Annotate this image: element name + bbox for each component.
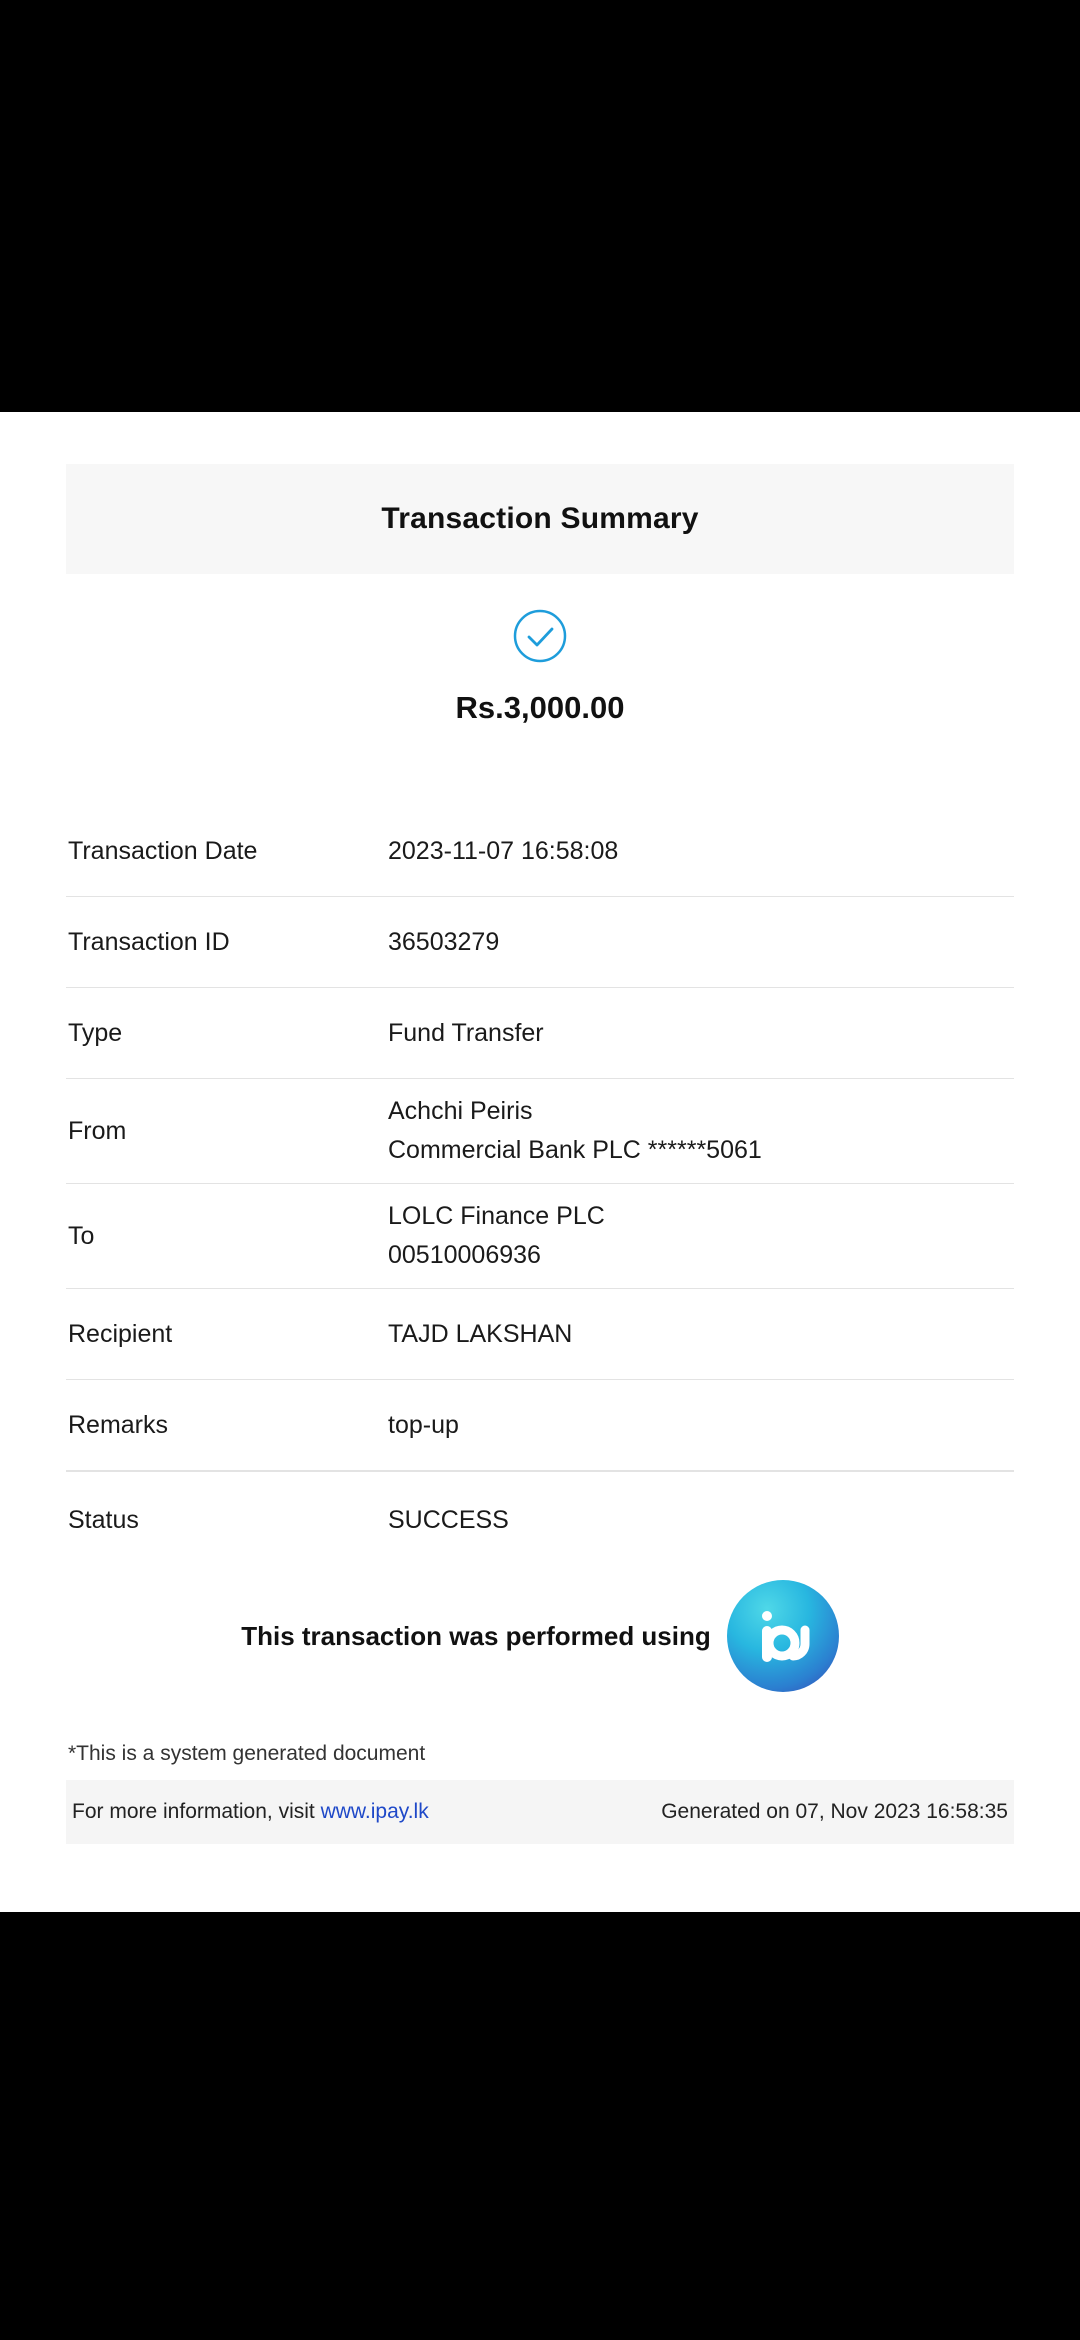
page-title: Transaction Summary (381, 502, 699, 535)
table-row (66, 1289, 1014, 1380)
footer-info (72, 1800, 429, 1824)
row-value-line: TAJD LAKSHAN (388, 1319, 573, 1348)
row-label: Remarks (68, 1410, 169, 1439)
performed-using-text: This transaction was performed using (241, 1620, 711, 1651)
row-value-line: 2023-11-07 16:58:08 (388, 836, 619, 865)
row-value (388, 1014, 1014, 1053)
table-row (66, 1380, 1014, 1471)
row-value (388, 1406, 1014, 1445)
document-header (66, 464, 1014, 574)
transaction-summary-document (0, 412, 1080, 1912)
row-value-line: top-up (388, 1410, 459, 1439)
footer-info-prefix: For more information, visit (72, 1800, 321, 1823)
row-value-line: 00510006936 (388, 1241, 541, 1269)
transaction-amount: Rs.3,000.00 (455, 690, 625, 725)
row-label: Recipient (68, 1319, 173, 1348)
ipay-logo (727, 1580, 839, 1692)
row-value-line: Commercial Bank PLC ******5061 (388, 1136, 762, 1164)
document-footer (66, 1780, 1014, 1844)
footer-generated-on: Generated on 07, Nov 2023 16:58:35 (661, 1800, 1008, 1823)
status-icon-wrap (66, 608, 1014, 664)
row-label: Status (68, 1505, 139, 1534)
row-value-line: Achchi Peiris (388, 1097, 533, 1126)
row-value-line: 36503279 (388, 927, 500, 956)
row-value (388, 1315, 1014, 1354)
table-row (66, 988, 1014, 1079)
row-label: To (68, 1221, 95, 1250)
row-label: Type (68, 1018, 123, 1047)
row-value-line: Fund Transfer (388, 1018, 544, 1047)
transaction-details-table (66, 806, 1014, 1568)
status-badge: SUCCESS (388, 1505, 509, 1534)
table-row (66, 1184, 1014, 1289)
performed-using-line (66, 1580, 1014, 1692)
ipay-website-link[interactable]: www.ipay.lk (320, 1800, 429, 1823)
table-row (66, 1079, 1014, 1184)
row-value (388, 1197, 1014, 1275)
table-row (66, 806, 1014, 897)
table-row (66, 897, 1014, 988)
system-generated-note: *This is a system generated document (68, 1742, 426, 1765)
row-value (388, 832, 1014, 871)
row-value (388, 923, 1014, 962)
row-label: Transaction ID (68, 927, 230, 956)
row-label: From (68, 1116, 127, 1145)
check-circle-icon (512, 608, 568, 664)
table-row-status (66, 1471, 1014, 1568)
row-label: Transaction Date (68, 836, 258, 865)
row-value-line: LOLC Finance PLC (388, 1202, 605, 1231)
row-value (388, 1092, 1014, 1170)
